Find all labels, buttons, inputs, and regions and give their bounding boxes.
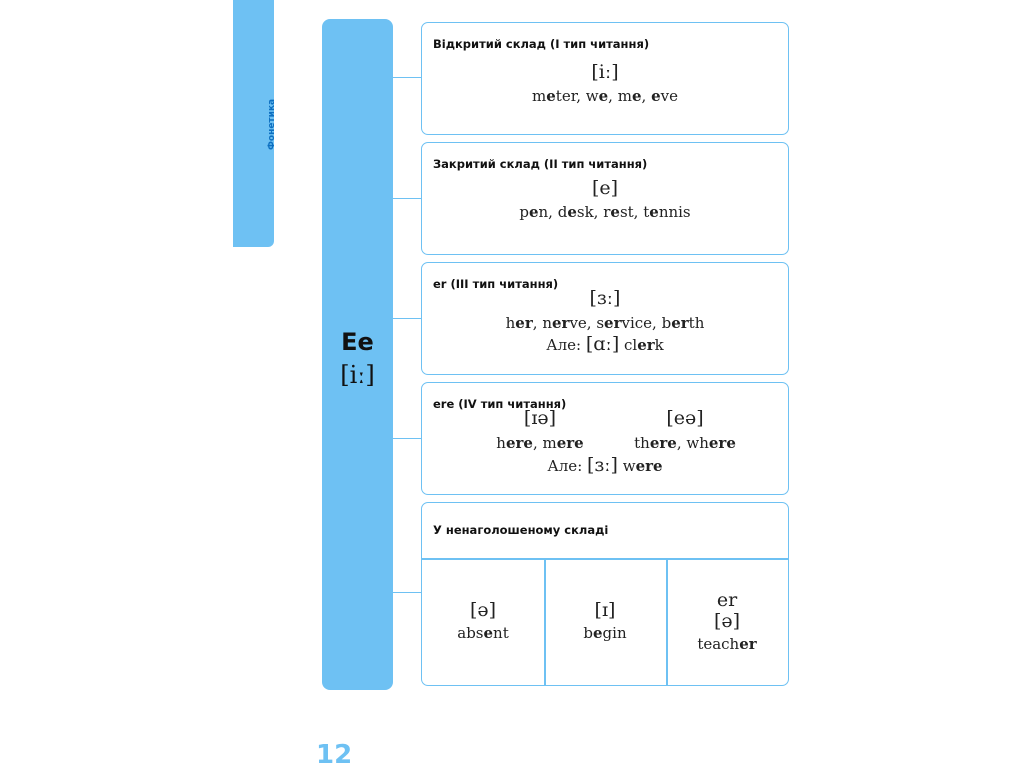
connector-4 <box>393 438 422 439</box>
word: me, <box>617 87 647 105</box>
cell-3-word: teacher <box>697 635 757 653</box>
divider-horizontal <box>422 558 788 560</box>
connector-1 <box>393 77 422 78</box>
exception-line <box>422 454 788 476</box>
word: here, <box>496 434 538 452</box>
rule-ipa: [e] <box>591 177 619 199</box>
exception-word: clerk <box>624 336 664 354</box>
cell-2-ipa: [ɪ] <box>594 599 616 621</box>
left-ipa: [ɪə] <box>523 407 557 429</box>
exception-label: Але: <box>547 457 583 475</box>
rule-title: У ненаголошеному складі <box>433 523 609 537</box>
exception-ipa: [ɑː] <box>585 333 620 355</box>
cell-3-ipa: [ə] <box>713 610 741 632</box>
word: where <box>686 434 736 452</box>
word: rest, <box>603 203 639 221</box>
word: pen, <box>519 203 553 221</box>
exception-line <box>422 333 788 355</box>
example-words <box>422 203 788 221</box>
cell-1-ipa: [ə] <box>469 599 497 621</box>
word: eve <box>651 87 678 105</box>
connector-5 <box>393 592 422 593</box>
rule-title: Закритий склад (II тип читання) <box>433 157 648 171</box>
word: meter, <box>532 87 581 105</box>
rule-box-open-syllable <box>421 22 789 135</box>
rule-ipa: [ɜː] <box>589 287 621 309</box>
exception-word: were <box>622 457 663 475</box>
cell-3-top: er <box>716 589 738 611</box>
letter-title: Ee <box>341 328 374 356</box>
cell-2-word: begin <box>583 624 627 642</box>
exception-label: Але: <box>546 336 582 354</box>
word: service, <box>596 314 657 332</box>
right-words <box>625 434 745 452</box>
page-number: 12 <box>316 740 353 770</box>
rule-box-ere <box>421 382 789 495</box>
word: tennis <box>643 203 691 221</box>
letter-ipa: [iː] <box>340 361 375 389</box>
word: berth <box>661 314 705 332</box>
word: mere <box>542 434 584 452</box>
divider-vertical-1 <box>544 558 546 685</box>
rule-title: ere (IV тип читання) <box>433 397 567 411</box>
left-words <box>485 434 595 452</box>
rule-title: Відкритий склад (I тип читання) <box>433 37 650 51</box>
connector-2 <box>393 198 422 199</box>
example-words <box>422 314 788 332</box>
rule-ipa: [iː] <box>591 61 619 83</box>
right-ipa: [eə] <box>666 407 704 429</box>
rule-box-closed-syllable <box>421 142 789 255</box>
rule-box-er <box>421 262 789 375</box>
rule-title: er (III тип читання) <box>433 277 559 291</box>
side-tab-text: Фонетика <box>267 98 277 150</box>
word: we, <box>585 87 613 105</box>
connector-3 <box>393 318 422 319</box>
word: her, <box>505 314 538 332</box>
word: there, <box>634 434 682 452</box>
word: nerve, <box>542 314 592 332</box>
word: desk, <box>557 203 599 221</box>
rule-box-unstressed <box>421 502 789 686</box>
exception-ipa: [ɜː] <box>587 454 618 476</box>
cell-1-word: absent <box>457 624 509 642</box>
example-words <box>422 87 788 105</box>
